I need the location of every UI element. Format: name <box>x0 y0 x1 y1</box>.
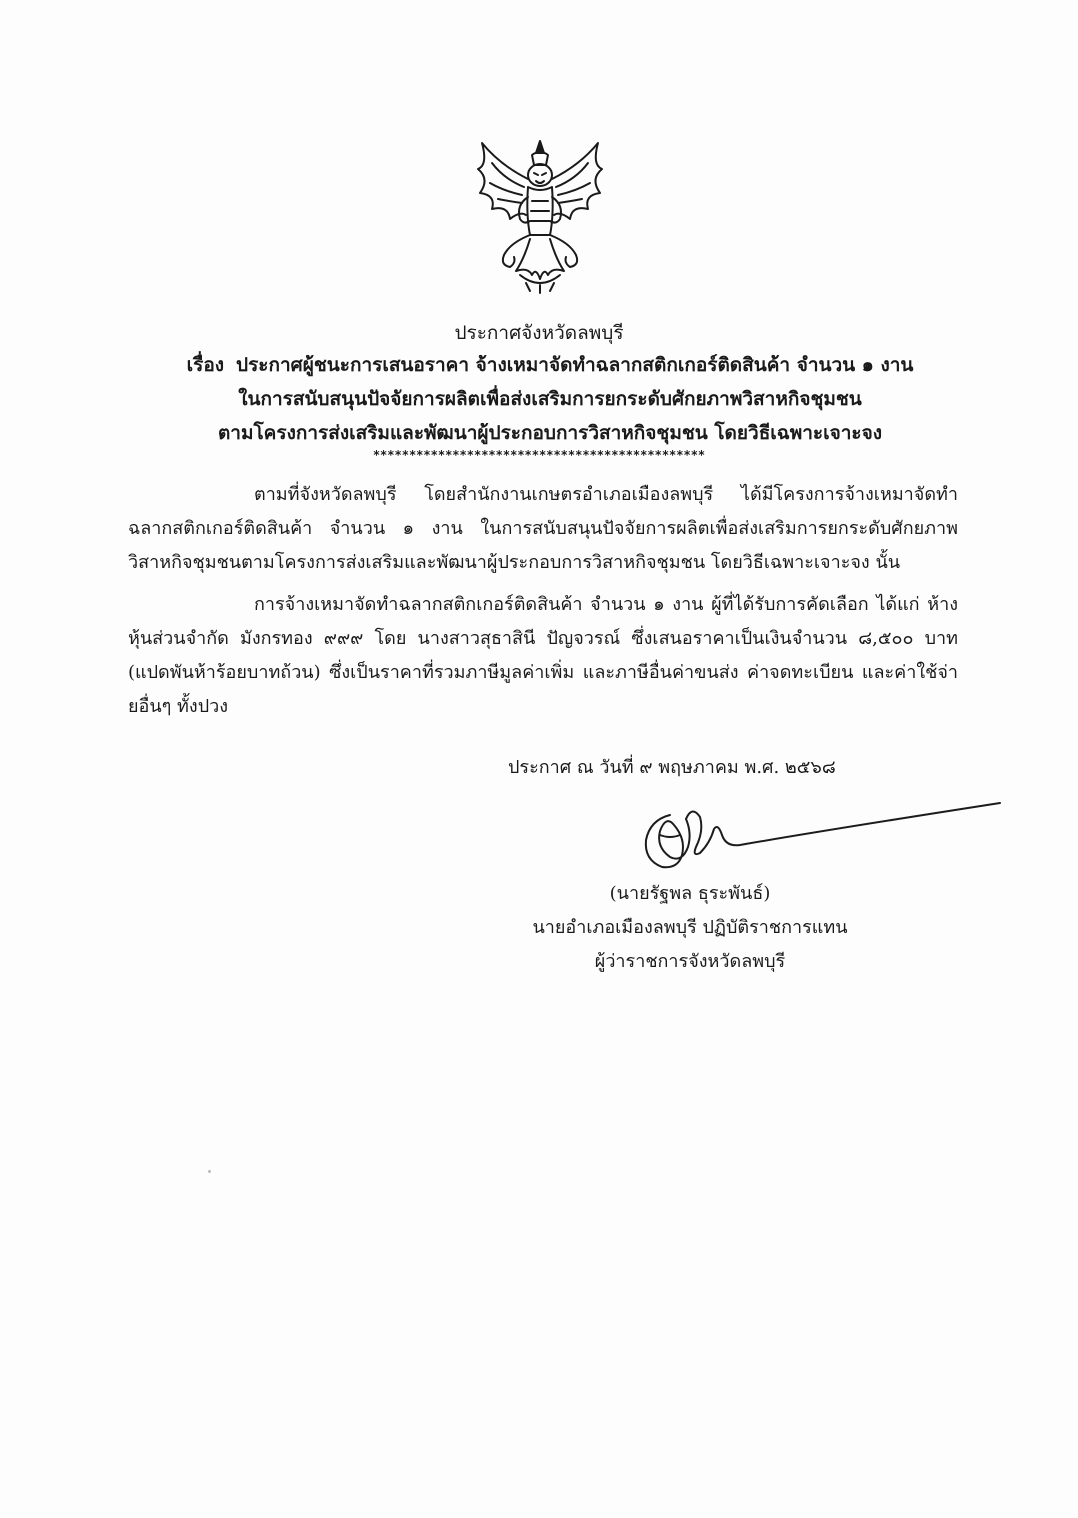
announcement-date: ประกาศ ณ วันที่ ๙ พฤษภาคม พ.ศ. ๒๕๖๘ <box>508 757 836 778</box>
subject-line-3: ตามโครงการส่งเสริมและพัฒนาผู้ประกอบการวิสาหกิจชุมชน โดยวิธีเฉพาะเจาะจง <box>217 422 883 444</box>
document-title: ประกาศจังหวัดลพบุรี <box>454 322 624 344</box>
signatory-position-2: ผู้ว่าราชการจังหวัดลพบุรี <box>594 951 786 972</box>
body-paragraph-2-text: การจ้างเหมาจัดทำฉลากสติกเกอร์ติดสินค้า จำนวน ๑ งาน ผู้ที่ได้รับการคัดเลือก ได้แก่ ห้างหุ้นส่วนจำกัด มังกรทอง ๙๙๙ โดย นางสาวสุธาสินี ปัญจวรณ์ ซึ่งเสนอราคาเป็นเงินจำนวน ๘,๕๐๐ บาท (แปดพันห้าร้อยบาทถ้วน) ซึ่งเป็นราคาที่รวมภาษีมูลค่าเพิ่ม และภาษีอื่นค่าขนส่ง ค่าจดทะเบียน และค่าใช้จ่ายอื่นๆ ทั้งปวง <box>128 594 958 717</box>
handwritten-signature <box>630 795 1010 885</box>
body-paragraph-1-text: ตามที่จังหวัดลพบุรี โดยสำนักงานเกษตรอำเภอเมืองลพบุรี ได้มีโครงการจ้างเหมาจัดทำฉลากสติกเกอร์ติดสินค้า จำนวน ๑ งาน ในการสนับสนุนปัจจัยการผลิตเพื่อส่งเสริมการยกระดับศักยภาพวิสาหกิจชุมชนตามโครงการส่งเสริมและพัฒนาผู้ประกอบการวิสาหกิจชุมชน โดยวิธีเฉพาะเจาะจง นั้น <box>128 484 958 573</box>
paper-speck <box>208 1170 211 1173</box>
subject-line-1 <box>140 350 960 380</box>
subject-prefix: เรื่อง <box>186 354 225 376</box>
body-paragraph-2 <box>128 588 958 724</box>
subject-text-1: ประกาศผู้ชนะการเสนอราคา จ้างเหมาจัดทำฉลากสติกเกอร์ติดสินค้า จำนวน ๑ งาน <box>236 354 914 376</box>
asterisk-divider: ********************************************** <box>372 448 706 462</box>
subject-line-2: ในการสนับสนุนปัจจัยการผลิตเพื่อส่งเสริมการยกระดับศักยภาพวิสาหกิจชุมชน <box>238 388 862 410</box>
signatory-position-1: นายอำเภอเมืองลพบุรี ปฏิบัติราชการแทน <box>532 917 848 938</box>
signatory-name: (นายรัฐพล ธุระพันธ์) <box>609 883 771 904</box>
body-paragraph-1 <box>128 478 958 580</box>
garuda-emblem-icon <box>470 135 610 295</box>
